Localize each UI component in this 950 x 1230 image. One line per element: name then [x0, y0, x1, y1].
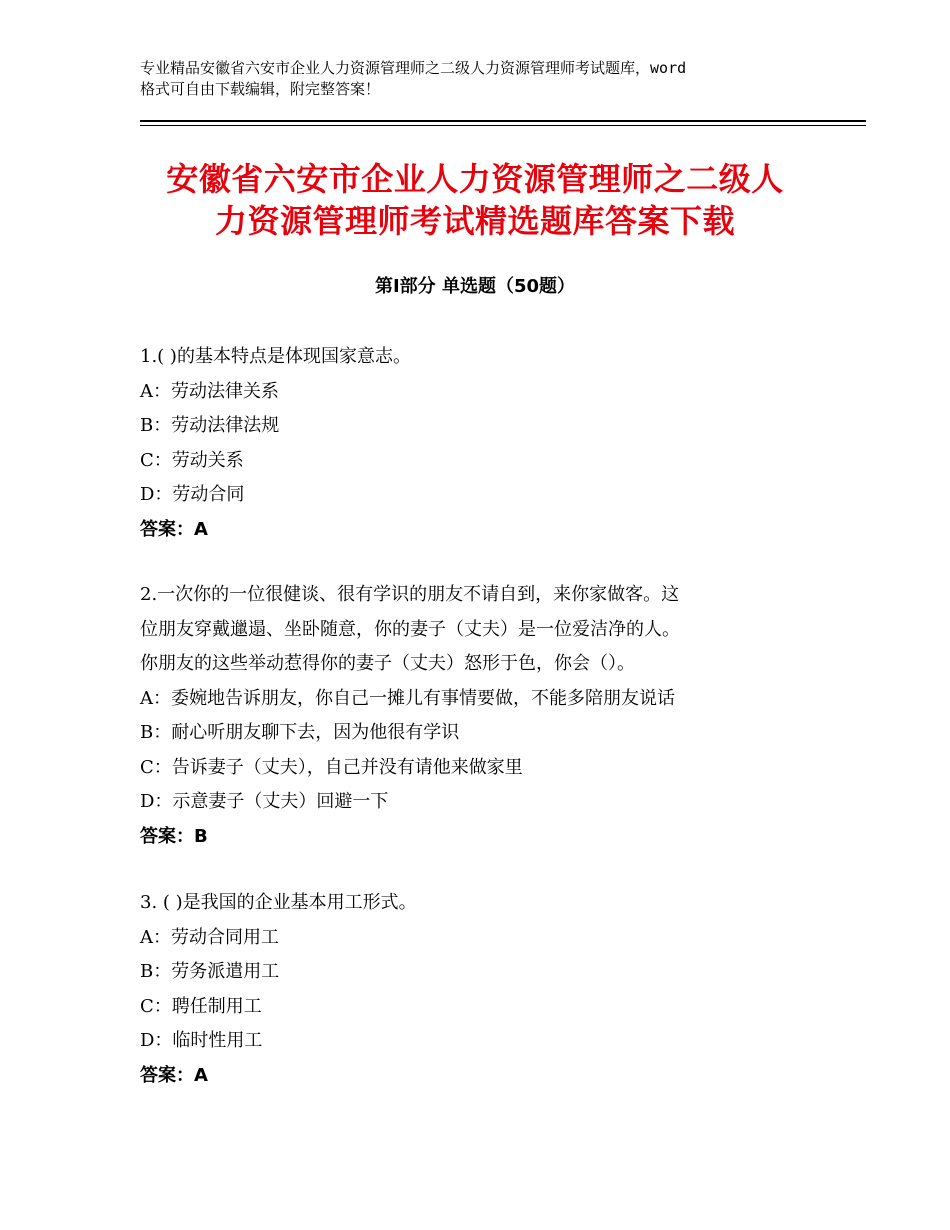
option-b: B：劳动法律法规 [140, 415, 280, 436]
answer-label: 答案：A [140, 518, 208, 540]
option-d: D：示意妻子（丈夫）回避一下 [140, 791, 389, 812]
option-d: D：劳动合同 [140, 484, 245, 505]
option-a: A：劳动合同用工 [140, 926, 279, 948]
question-3 [140, 886, 820, 1093]
option-a: A：委婉地告诉朋友，你自己一摊儿有事情要做，不能多陪朋友说话 [140, 687, 675, 709]
header-note-line-2: 格式可自由下载编辑，附完整答案！ [140, 80, 381, 98]
question-stem-line-2: 位朋友穿戴邋遢、坐卧随意，你的妻子（丈夫）是一位爱洁净的人。 [140, 618, 680, 640]
header-note-line-1: 专业精品安徽省六安市企业人力资源管理师之二级人力资源管理师考试题库，word [140, 59, 687, 77]
answer-label: 答案：A [140, 1064, 208, 1086]
section-heading: 第Ⅰ部分 单选题（50题） [374, 276, 575, 297]
header-divider-thin [140, 125, 866, 126]
question-stem: 3. ( )是我国的企业基本用工形式。 [140, 892, 417, 913]
option-c: C：劳动关系 [140, 449, 244, 471]
document-title-line-2: 力资源管理师考试精选题库答案下载 [214, 202, 735, 240]
option-a: A：劳动法律关系 [140, 380, 279, 402]
question-1 [140, 340, 820, 547]
option-b: B：耐心听朋友聊下去，因为他很有学识 [140, 722, 460, 743]
option-b: B：劳务派遣用工 [140, 961, 280, 982]
answer-label: 答案：B [140, 825, 208, 847]
option-c: C：聘任制用工 [140, 995, 262, 1017]
header-divider-thick [140, 120, 866, 122]
question-stem-line-1: 2.一次你的一位很健谈、很有学识的朋友不请自到，来你家做客。这 [140, 584, 680, 605]
option-c: C：告诉妻子（丈夫），自己并没有请他来做家里 [140, 756, 523, 778]
question-stem-line-3: 你朋友的这些举动惹得你的妻子（丈夫）怒形于色，你会（）。 [140, 653, 635, 674]
document-title [100, 158, 850, 242]
question-2 [140, 578, 820, 854]
question-stem: 1.( )的基本特点是体现国家意志。 [140, 346, 411, 367]
document-title-line-1: 安徽省六安市企业人力资源管理师之二级人 [166, 160, 784, 198]
header-note [140, 58, 840, 100]
option-d: D：临时性用工 [140, 1030, 263, 1051]
